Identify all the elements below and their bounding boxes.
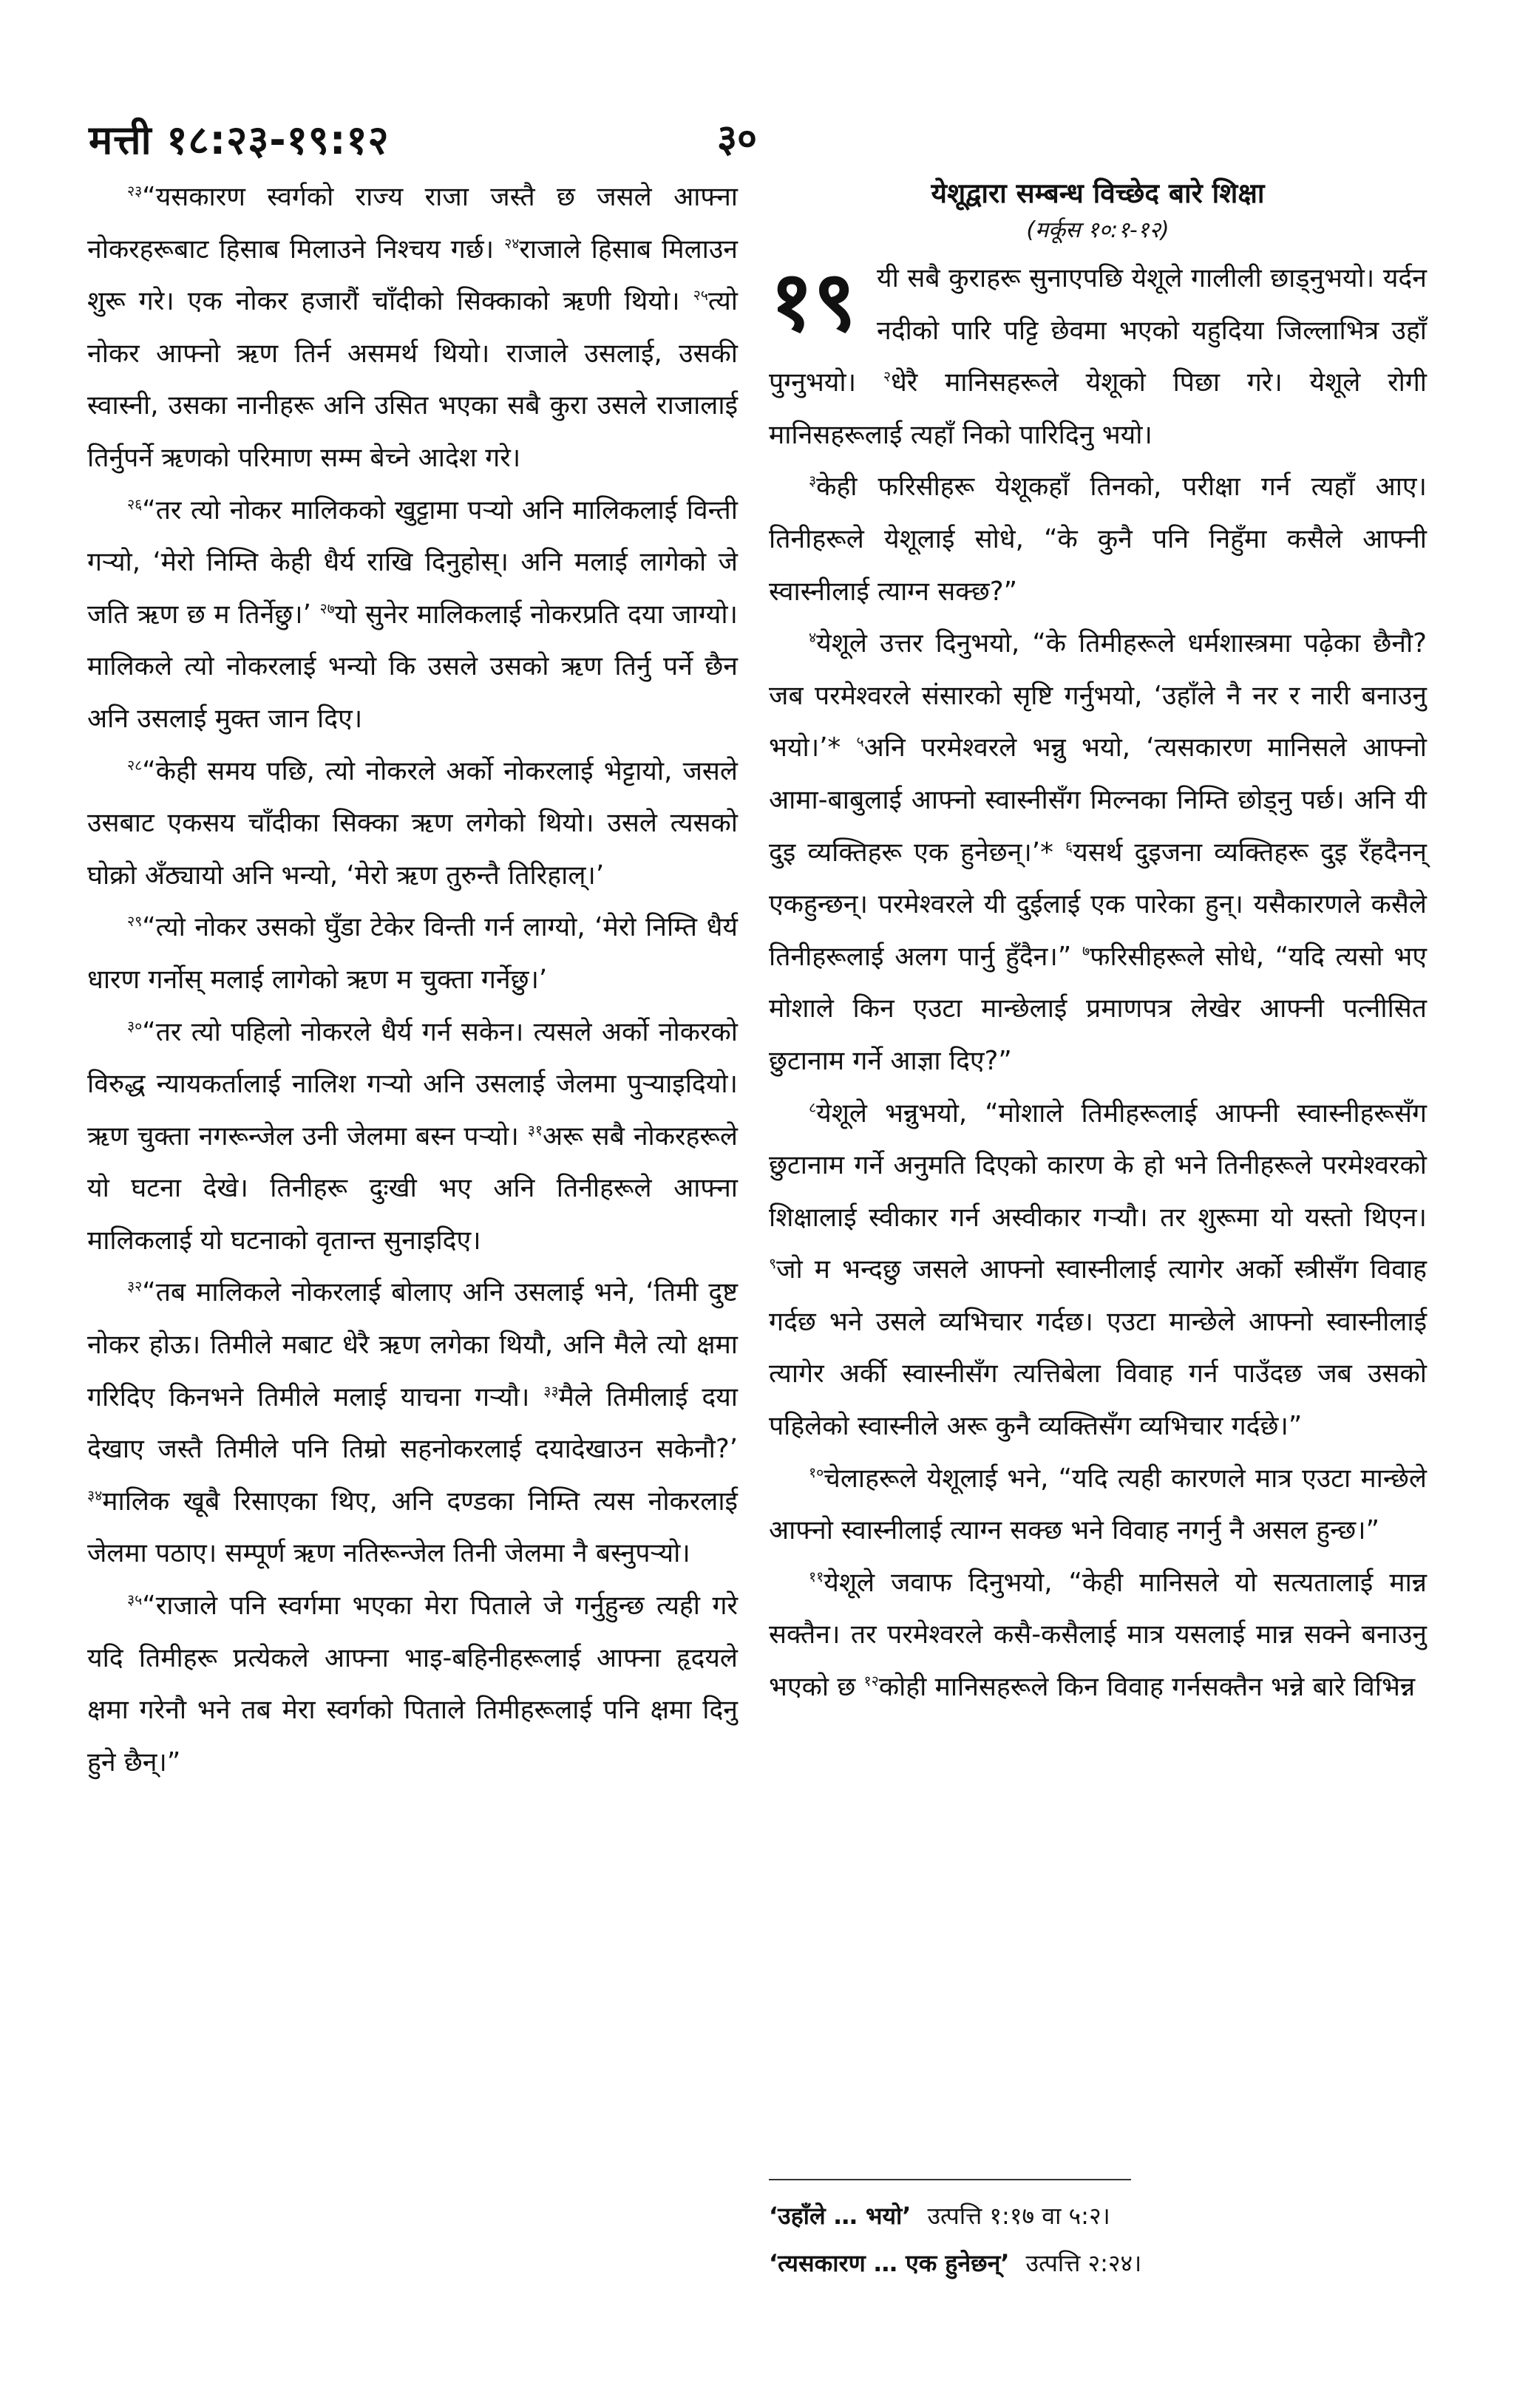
verse-text: “केही समय पछि, त्यो नोकरले अर्को नोकरलाई भेट्टायो, जसले उसबाट एकसय चाँदीका सिक्का ऋण लगेको थियो। उसले त्यसको घोक्रो अँठ्यायो अनि भन्यो, ‘मेरो ऋण तुरुन्तै तिरिहाल्।’ (87, 755, 738, 891)
verse-paragraph (87, 1007, 738, 1268)
verse-number: ४ (809, 629, 817, 647)
footnote-reference: उत्पत्ति १:१७ वा ५:२। (927, 2202, 1110, 2230)
verse-text: चेलाहरूले येशूलाई भने, “यदि त्यही कारणले मात्र एउटा मान्छेले आफ्नो स्वास्नीलाई त्याग्न सक्छ भने विवाह नगर्नु नै असल हुन्छ।” (769, 1463, 1427, 1546)
verse-paragraph (87, 1580, 738, 1789)
footnote (769, 2192, 1427, 2239)
verse-text: “यसकारण स्वर्गको राज्य राजा जस्तै छ जसले आफ्ना नोकरहरूबाट हिसाब मिलाउने निश्चय गर्छ। (87, 182, 738, 265)
verse-number: १२ (863, 1673, 879, 1690)
verse-number: ३ (809, 472, 817, 490)
verse-number: २३ (127, 183, 143, 200)
verse-number: ११ (809, 1568, 824, 1586)
verse-text: राजाले हिसाब मिलाउन शुरू गरे। एक नोकर हजारौं चाँदीको सिक्काको ऋणी थियो। (87, 234, 738, 317)
verse-text: मैले तिमीलाई दया देखाए जस्तै तिमीले पनि तिम्रो सहनोकरलाई दयादेखाउन सकेनौ?’ (87, 1381, 738, 1465)
verse-text: त्यो नोकर आफ्नो ऋण तिर्न असमर्थ थियो। राजाले उसलाई, उसकी स्वास्नी, उसका नानीहरू अनि उसित भएका सबै कुरा उसले राजालाई तिर्नुपर्ने ऋणको परिमाण सम्म बेच्ने आदेश गरे। (87, 286, 738, 473)
verse-number: २४ (504, 234, 520, 252)
verse-number: १० (809, 1463, 824, 1481)
verse-paragraph (87, 1267, 738, 1580)
verse-text: “राजाले पनि स्वर्गमा भएका मेरा पिताले जे गर्नुहुन्छ त्यही गरे यदि तिमीहरू प्रत्येकले आफ्ना भाइ-बहिनीहरूलाई आफ्ना हृदयले क्षमा गरेनौ भने तब मेरा स्वर्गको पिताले तिमीहरूलाई पनि क्षमा दिनु हुने छैन्।” (87, 1591, 738, 1778)
verse-number: २८ (127, 756, 143, 774)
verse-paragraph (87, 485, 738, 746)
right-column (769, 171, 1427, 1714)
verse-text: अनि परमेश्वरले भन्नु भयो, ‘त्यसकारण मानिसले आफ्नो आमा-बाबुलाई आफ्नो स्वास्नीसँग मिल्नका निम्ति छोड्नु पर्छ। अनि यी दुइ व्यक्तिहरू एक हुनेछन्।’* (769, 732, 1428, 868)
verse-paragraph (769, 618, 1427, 1087)
chapter-opening-paragraph (769, 253, 1427, 461)
verse-number: २६ (127, 495, 143, 513)
left-column (87, 171, 738, 1789)
verse-number: २५ (693, 287, 708, 305)
page-number: ३० (717, 117, 758, 161)
verse-text: यसर्थ दुइजना व्यक्तिहरू दुइ रँहदैनन् एकहुन्छन्। परमेश्वरले यी दुईलाई एक पारेका हुन्। यसैकारणले कसैले तिनीहरूलाई अलग पार्नु हुँदैन।” (769, 837, 1427, 972)
verse-text: येशूले जवाफ दिनुभयो, “केही मानिसले यो सत्यतालाई मान्न सक्तैन। तर परमेश्वरले कसै-कसैलाई मात्र यसलाई मान्न सक्ने बनाउनु भएको छ (769, 1567, 1427, 1703)
verse-paragraph (87, 902, 738, 1006)
verse-paragraph (769, 1088, 1427, 1453)
verse-text: येशूले भन्नुभयो, “मोशाले तिमीहरूलाई आफ्नी स्वास्नीहरूसँग छुटानाम गर्ने अनुमति दिएको कारण के हो भने तिनीहरूले परमेश्वरको शिक्षालाई स्वीकार गर्न अस्वीकार गर्‍यौ। तर शुरूमा यो यस्तो थिएन। (769, 1098, 1427, 1233)
verse-number: २९ (127, 913, 143, 931)
verse-text: मालिक खूबै रिसाएका थिए, अनि दण्डका निम्ति त्यस नोकरलाई जेलमा पठाए। सम्पूर्ण ऋण नतिरून्जेल तिनी जेलमा नै बस्नुपर्‍यो। (87, 1486, 738, 1569)
verse-text: कोही मानिसहरूले किन विवाह गर्नसक्तैन भन्ने बारे विभिन्न (878, 1672, 1416, 1703)
verse-number: २७ (319, 599, 335, 617)
verse-number: २ (883, 368, 891, 386)
footnote-divider (769, 2179, 1131, 2180)
verse-text: “तर त्यो पहिलो नोकरले धैर्य गर्न सकेन। त्यसले अर्को नोकरको विरुद्ध न्यायकर्तालाई नालिश गर्‍यो अनि उसलाई जेलमा पुर्‍याइदियो। ऋण चुक्ता नगरून्जेल उनी जेलमा बस्न पर्‍यो। (87, 1016, 738, 1152)
verse-number: ३१ (527, 1121, 543, 1139)
footnote-term: ‘त्यसकारण … एक हुनेछन्’ (769, 2249, 1010, 2277)
verse-paragraph (87, 171, 738, 485)
chapter-verse-reference: मत्ती १८:२३-१९:१२ (89, 117, 390, 163)
footnote-reference: उत्पत्ति २:२४। (1025, 2249, 1142, 2277)
verse-number: ३५ (127, 1591, 143, 1609)
verse-paragraph (769, 461, 1427, 618)
verse-text: यो सुनेर मालिकलाई नोकरप्रति दया जाग्यो। मालिकले त्यो नोकरलाई भन्यो कि उसले उसको ऋण तिर्नु पर्ने छैन अनि उसलाई मुक्त जान दिए। (87, 599, 738, 734)
footnote (769, 2239, 1427, 2287)
verse-text: यी सबै कुराहरू सुनाएपछि येशूले गालीली छाड्नुभयो। यर्दन नदीको पारि पट्टि छेवमा भएको यहुदिया जिल्लाभित्र उहाँ पुग्नुभयो। (769, 263, 1427, 398)
verse-number: ८ (809, 1098, 817, 1116)
verse-text: धेरै मानिसहरूले येशूको पिछा गरे। येशूले रोगी मानिसहरूलाई त्यहाँ निको पारिदिनु भयो। (769, 367, 1427, 450)
verse-text: अरू सबै नोकरहरूले यो घटना देखे। तिनीहरू दुःखी भए अनि तिनीहरूले आफ्ना मालिकलाई यो घटनाको वृतान्त सुनाइदिए। (87, 1120, 739, 1256)
verse-number: ३४ (87, 1487, 103, 1505)
verse-number: ९ (769, 1255, 777, 1273)
verse-text: “तर त्यो नोकर मालिकको खुट्टामा पर्‍यो अनि मालिकलाई विन्ती गर्‍यो, ‘मेरो निम्ति केही धैर्य राखि दिनुहोस्। अनि मलाई लागेको जे जति ऋण छ म तिर्नेछु।’ (87, 494, 738, 630)
verse-paragraph (87, 746, 738, 902)
verse-text: “त्यो नोकर उसको घुँडा टेकेर विन्ती गर्न लाग्यो, ‘मेरो निम्ति धैर्य धारण गर्नोस् मलाई लागेको ऋण म चुक्ता गर्नेछु।’ (87, 912, 738, 995)
page-header (89, 111, 1427, 170)
verse-number: ५ (856, 733, 864, 751)
chapter-number: १९ (770, 254, 857, 350)
section-cross-reference: (मर्कूस १०:१-१२) (1026, 217, 1170, 243)
verse-paragraph (769, 1557, 1427, 1714)
verse-text: येशूले उत्तर दिनुभयो, “के तिमीहरूले धर्मशास्त्रमा पढ़ेका छैनौ? जब परमेश्वरले संसारको सृष्टि गर्नुभयो, ‘उहाँले नै नर र नारी बनाउनु भयो।’* (769, 628, 1427, 763)
verse-text: “तब मालिकले नोकरलाई बोलाए अनि उसलाई भने, ‘तिमी दुष्ट नोकर होऊ। तिमीले मबाट धेरै ऋण लगेका थियौ, अनि मैले त्यो क्षमा गरिदिए किनभने तिमीले मलाई याचना गर्‍यौ। (87, 1277, 738, 1412)
verse-paragraph (769, 1453, 1427, 1557)
footnote-term: ‘उहाँले … भयो’ (769, 2202, 912, 2230)
verse-number: ६ (1065, 837, 1073, 855)
footnotes (769, 2192, 1427, 2287)
verse-number: ३३ (543, 1382, 559, 1400)
verse-number: ३० (127, 1017, 143, 1035)
verse-text: फरिसीहरूले सोधे, “यदि त्यसो भए मोशाले किन एउटा मान्छेलाई प्रमाणपत्र लेखेर आफ्नी पत्नीसित छुटानाम गर्ने आज्ञा दिए?” (769, 941, 1427, 1076)
verse-text: केही फरिसीहरू येशूकहाँ तिनको, परीक्षा गर्न त्यहाँ आए। तिनीहरूले येशूलाई सोधे, “के कुनै पनि निहुँमा कसैले आफ्नी स्वास्नीलाई त्याग्न सक्छ?” (769, 472, 1427, 607)
verse-number: ७ (1082, 942, 1090, 959)
verse-text: जो म भन्दछु जसले आफ्नो स्वास्नीलाई त्यागेर अर्को स्त्रीसँग विवाह गर्दछ भने उसले व्यभिचार गर्दछ। एउटा मान्छेले आफ्नो स्वास्नीलाई त्यागेर अर्की स्वास्नीसँग त्यत्तिबेला विवाह गर्न पाउँदछ जब उसको पहिलेको स्वास्नीले अरू कुनै व्यक्तिसँग व्यभिचार गर्दछे।” (769, 1254, 1427, 1442)
section-title: येशूद्वारा सम्बन्ध विच्छेद बारे शिक्षा (931, 177, 1265, 209)
verse-number: ३२ (127, 1278, 143, 1296)
